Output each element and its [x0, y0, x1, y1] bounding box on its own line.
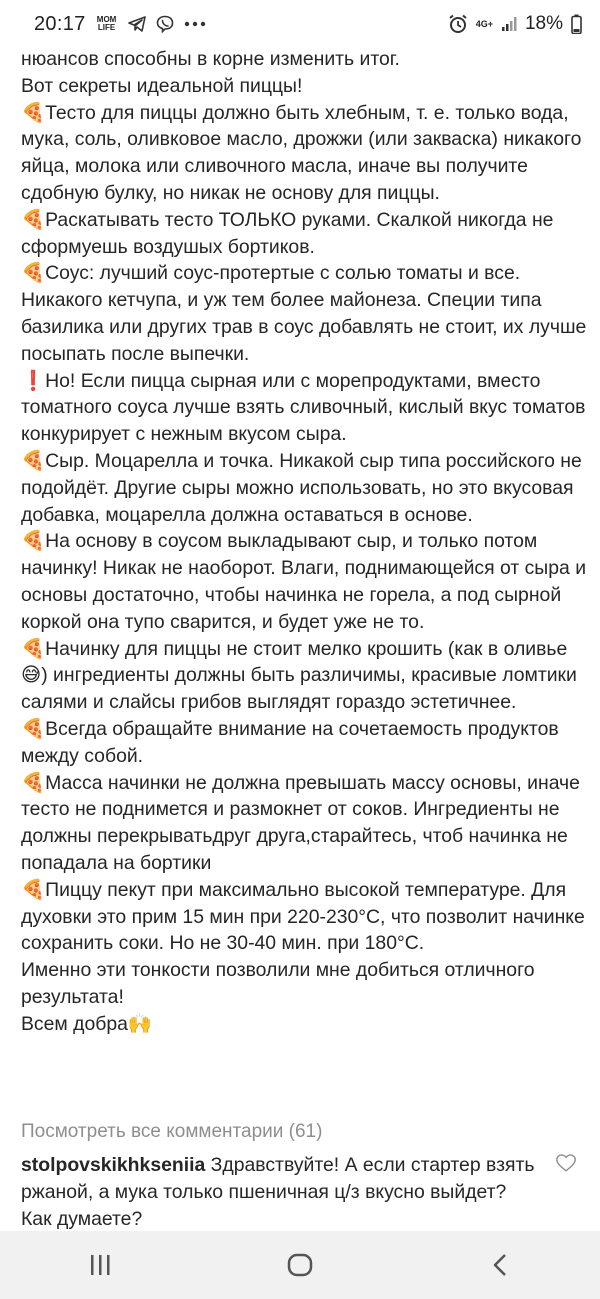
heart-icon[interactable] — [555, 1152, 577, 1174]
system-nav-bar — [0, 1231, 600, 1299]
caption-line: 🍕Начинку для пиццы не стоит мелко крошить (как в оливье😅) ингредиенты должны быть различимы, красивые ломтики салями и слайсы грибов выглядят гораздо эстетичнее. — [21, 637, 577, 714]
caption-line: 🍕Пиццу пекут при максимально высокой температуре. Для духовки это прим 15 мин при 220-230°C, что позволит начинке сохранить соки. Но не 30-40 мин. при 180°C. — [21, 878, 585, 955]
comment-item — [21, 1152, 536, 1232]
caption-line: Вот секреты идеальной пиццы! — [21, 74, 303, 97]
back-icon — [492, 1253, 508, 1277]
status-bar — [0, 0, 600, 48]
clock: 20:17 — [34, 12, 86, 35]
comment-username[interactable]: stolpovskikhkseniia — [21, 1154, 206, 1176]
caption-line: Всем добра🙌 — [21, 1012, 153, 1035]
signal-icon — [501, 16, 517, 32]
viber-icon — [156, 15, 174, 33]
home-icon — [287, 1253, 313, 1277]
caption-line: 🍕Сыр. Моцарелла и точка. Никакой сыр типа российского не подойдёт. Другие сыры можно использовать, но это вкусовая добавка, моцарелла должна оставаться в основе. — [21, 449, 582, 526]
alarm-icon — [448, 14, 468, 34]
battery-percent: 18% — [524, 13, 563, 34]
caption-line: 🍕Масса начинки не должна превышать массу основы, иначе тесто не поднимется и размокнет от соков. Ингредиенты не должны перекрыватьдруг друга,старайтесь, чтоб начинка не попадала на бортики — [21, 771, 580, 874]
back-button[interactable] — [470, 1245, 530, 1285]
caption-line: 🍕Раскатывать тесто ТОЛЬКО руками. Скалкой никогда не сформуешь воздушых бортиков. — [21, 208, 554, 258]
status-left — [34, 13, 206, 36]
recent-apps-icon — [88, 1254, 112, 1276]
momlife-icon: MOM LIFE — [96, 15, 117, 32]
view-all-comments-link[interactable]: Посмотреть все комментарии (61) — [21, 1121, 323, 1142]
recent-apps-button[interactable] — [70, 1245, 130, 1285]
comment-text: Здравствуйте! А если стартер взять ржаной, а мука только пшеничная ц/з вкусно выйдет? Как думаете? — [21, 1154, 535, 1230]
network-label: 4G+ — [475, 18, 493, 29]
battery-icon — [571, 14, 582, 34]
caption-line: нюансов способны в корне изменить итог. — [21, 48, 400, 70]
caption-line: 🍕Соус: лучший соус-протертые с солью томаты и все. Никакого кетчупа, и уж тем более майонеза. Специи типа базилика или других трав в соус добавлять не стоит, их лучше посыпать после выпечки. — [21, 262, 587, 365]
more-icon — [184, 21, 206, 27]
caption-line: Именно эти тонкости позволили мне добиться отличного результата! — [21, 959, 535, 1008]
caption-line: 🍕Всегда обращайте внимание на сочетаемость продуктов между собой. — [21, 717, 559, 767]
post-caption — [21, 46, 589, 1037]
telegram-icon — [128, 16, 146, 32]
caption-line: 🍕На основу в соусом выкладывают сыр, и только потом начинку! Никак не наоборот. Влаги, поднимающейся от сыра и основы достаточно, чтобы начинка не горела, а под сырной коркой она тупо сварится, и будет уже не то. — [21, 530, 587, 633]
home-button[interactable] — [270, 1245, 330, 1285]
status-right — [448, 13, 582, 35]
caption-line: 🍕Тесто для пиццы должно быть хлебным, т. е. только вода, мука, соль, оливковое масло, дрожжи (или закваска) никакого яйца, молока или сливочного масла, иначе вы получите сдобную булку, но никак не основу для пиццы. — [21, 101, 582, 204]
caption-line: ❗Но! Если пицца сырная или с морепродуктами, вместо томатного соуса лучше взять сливочный, кислый вкус томатов конкурирует с нежным вкусом сыра. — [21, 369, 586, 446]
